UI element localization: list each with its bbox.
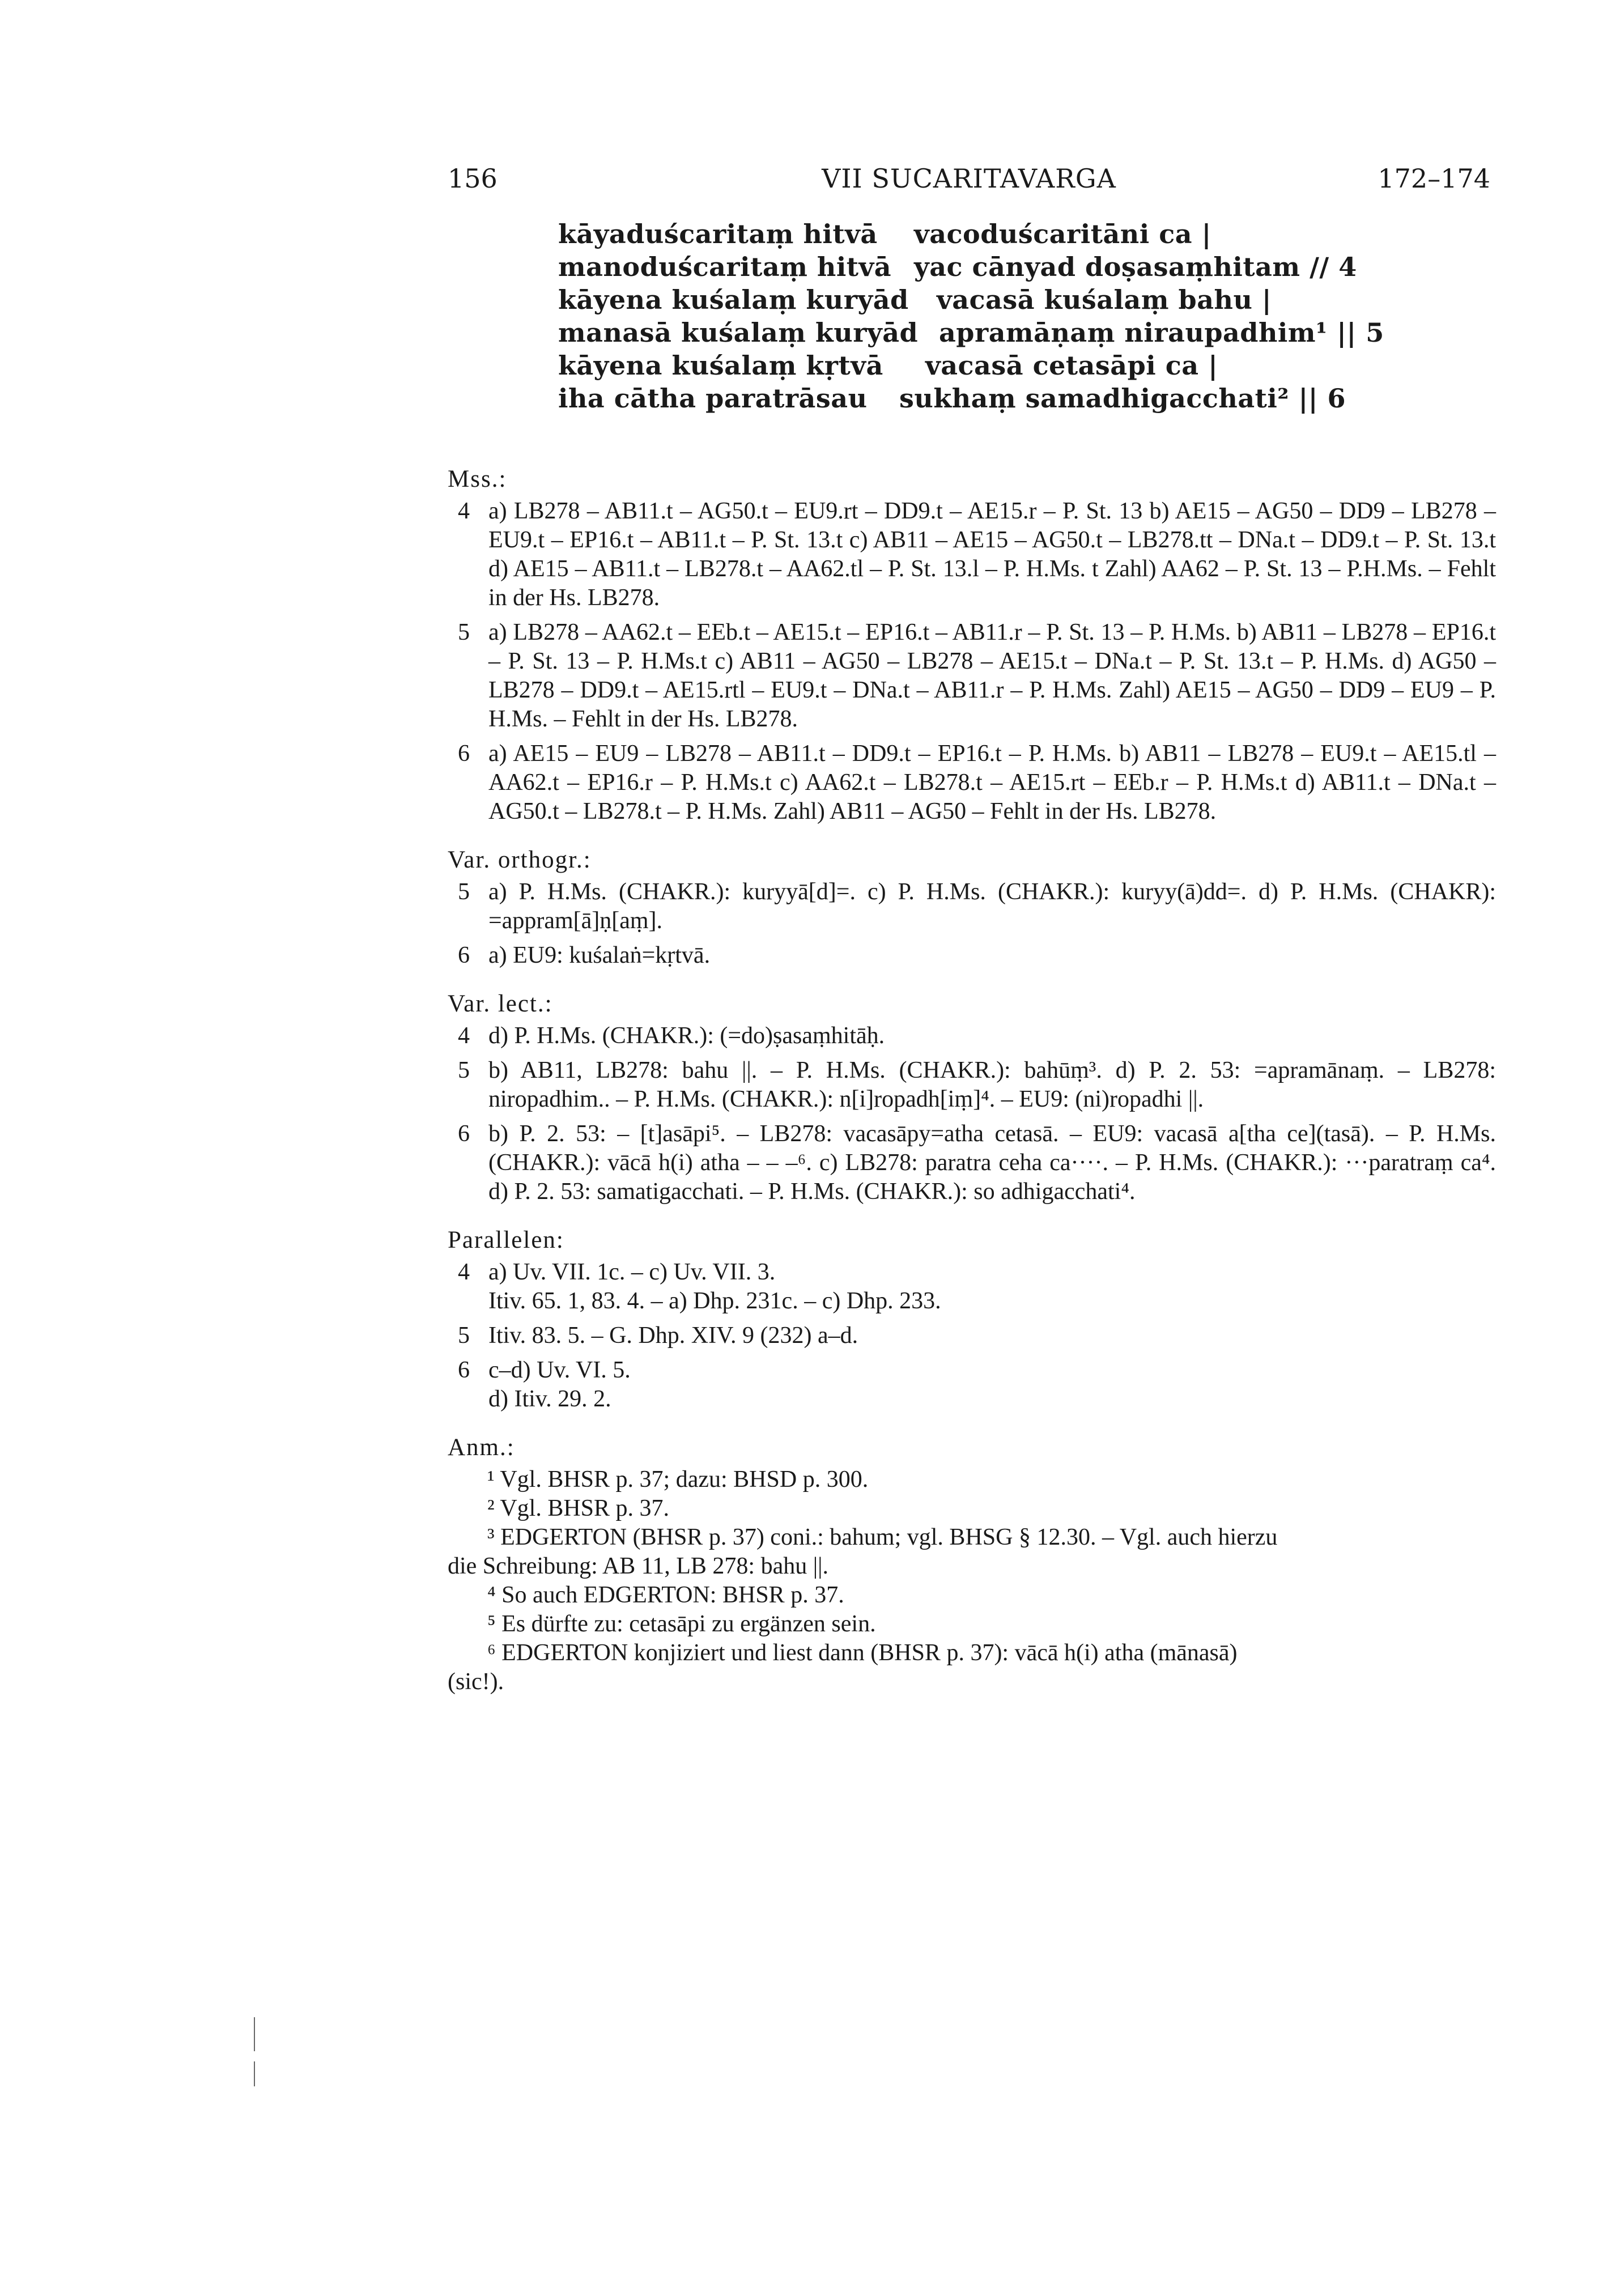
verse-line bbox=[558, 219, 1465, 252]
pada-b: apramāṇaṃ niraupadhim¹ || 5 bbox=[939, 317, 1384, 348]
parallel-line: Itiv. 65. 1, 83. 4. – a) Dhp. 231c. – c) Dhp. 233. bbox=[488, 1288, 941, 1314]
parallel-entry bbox=[448, 1258, 1496, 1316]
var-orthogr-entry bbox=[448, 878, 1496, 936]
pada-a: manasā kuśalaṃ kuryād bbox=[558, 317, 919, 348]
parallel-line: c–d) Uv. VI. 5. bbox=[488, 1357, 631, 1383]
var-lect-text: d) P. H.Ms. (CHAKR.): (=do)ṣasaṃhitāḥ. bbox=[488, 1023, 885, 1049]
var-lect-text: b) P. 2. 53: – [t]asāpi⁵. – LB278: vacasāpy=atha cetasā. – EU9: vacasā a[tha ce](tasā). – P. H.Ms. (CHAKR.): vācā h(i) atha – – –⁶. c) LB278: paratra ceha ca····. – P. H.Ms. (CHAKR.): ···paratraṃ ca⁴. d) P. 2. 53: samatigacchati. – P. H.Ms. (CHAKR.): so adhigacchati⁴. bbox=[488, 1121, 1496, 1205]
pada-b: yac cānyad doṣasaṃhitam // 4 bbox=[914, 252, 1357, 282]
section-heading-mss: Mss.: bbox=[448, 466, 507, 492]
pada-b: sukhaṃ samadhigacchati² || 6 bbox=[899, 383, 1346, 414]
pada-a: iha cātha paratrāsau bbox=[558, 383, 868, 414]
verse-line bbox=[558, 350, 1465, 383]
page-number: 156 bbox=[448, 163, 498, 194]
section-heading-parallelen: Parallelen: bbox=[448, 1227, 564, 1253]
verse-number: 4 bbox=[458, 1259, 470, 1285]
mss-entry bbox=[448, 618, 1496, 734]
pada-a: kāyena kuśalaṃ kuryād bbox=[558, 284, 909, 315]
var-orthogr-text: a) P. H.Ms. (CHAKR.): kuryyā[d]=. c) P. H.Ms. (CHAKR.): kuryy(ā)dd=. d) P. H.Ms. (CHAKR): =appram[ā]ṇ[aṃ]. bbox=[488, 879, 1496, 934]
footnote: ³ EDGERTON (BHSR p. 37) coni.: bahum; vgl. BHSG § 12.30. – Vgl. auch hierzu bbox=[487, 1524, 1278, 1550]
scan-mark bbox=[254, 2017, 255, 2051]
footnote: ¹ Vgl. BHSR p. 37; dazu: BHSD p. 300. bbox=[487, 1466, 869, 1493]
scan-margin-marks bbox=[254, 2017, 256, 2131]
footnote: ⁵ Es dürfte zu: cetasāpi zu ergänzen sein. bbox=[487, 1611, 876, 1637]
pada-a: kāyaduścaritaṃ hitvā bbox=[558, 219, 878, 249]
verse-number: 6 bbox=[458, 942, 470, 968]
parallel-entry bbox=[448, 1321, 1496, 1350]
section-heading-var-lect: Var. lect.: bbox=[448, 990, 553, 1017]
parallel-line: d) Itiv. 29. 2. bbox=[488, 1386, 611, 1412]
var-orthogr-entry bbox=[448, 941, 1496, 970]
var-lect-entry bbox=[448, 1056, 1496, 1114]
parallel-entry bbox=[448, 1356, 1496, 1414]
verse-number: 4 bbox=[458, 498, 470, 524]
var-lect-entry bbox=[448, 1120, 1496, 1206]
section-heading-var-orthogr: Var. orthogr.: bbox=[448, 847, 592, 873]
parallel-line: Itiv. 83. 5. – G. Dhp. XIV. 9 (232) a–d. bbox=[488, 1323, 858, 1349]
section-heading-anm: Anm.: bbox=[448, 1434, 515, 1461]
mss-entry bbox=[448, 497, 1496, 613]
running-header bbox=[448, 163, 1490, 203]
critical-apparatus bbox=[448, 465, 1496, 1697]
verse-number: 5 bbox=[458, 619, 470, 645]
mss-text: a) LB278 – AA62.t – EEb.t – AE15.t – EP16.t – AB11.r – P. St. 13 – P. H.Ms. b) AB11 – LB278 – EP16.t – P. St. 13 – P. H.Ms.t c) AB11 – AG50 – LB278 – AE15.t – DNa.t – P. St. 13.t – P. H.Ms. d) AG50 – LB278 – DD9.t – AE15.rtl – EU9.t – DNa.t – AB11.r – P. H.Ms. Zahl) AE15 – AG50 – DD9 – EU9 – P. H.Ms. – Fehlt in der Hs. LB278. bbox=[488, 619, 1496, 732]
verse-number: 5 bbox=[458, 1323, 470, 1349]
verse-number: 5 bbox=[458, 879, 470, 905]
scan-mark bbox=[254, 2061, 255, 2086]
var-lect-entry bbox=[448, 1022, 1496, 1051]
parallel-line: a) Uv. VII. 1c. – c) Uv. VII. 3. bbox=[488, 1259, 776, 1285]
verse-line bbox=[558, 284, 1465, 317]
verse-range: 172–174 bbox=[1378, 163, 1490, 194]
pada-a: kāyena kuśalaṃ kṛtvā bbox=[558, 350, 883, 381]
var-lect-text: b) AB11, LB278: bahu ||. – P. H.Ms. (CHAKR.): bahūṃ³. d) P. 2. 53: =apramānaṃ. – LB278: niropadhim.. – P. H.Ms. (CHAKR.): n[i]ropadh[iṃ]⁴. – EU9: (ni)ropadhi ||. bbox=[488, 1057, 1496, 1112]
mss-entry bbox=[448, 739, 1496, 826]
pada-b: vacasā kuśalaṃ bahu | bbox=[937, 284, 1272, 315]
notes-block bbox=[448, 1465, 1496, 1697]
verse-number: 6 bbox=[458, 1121, 470, 1147]
footnote: ² Vgl. BHSR p. 37. bbox=[487, 1495, 670, 1521]
verse-line bbox=[558, 383, 1465, 416]
footnote: ⁶ EDGERTON konjiziert und liest dann (BHSR p. 37): vācā h(i) atha (mānasā) bbox=[487, 1640, 1238, 1666]
footnote-continuation: die Schreibung: AB 11, LB 278: bahu ||. bbox=[448, 1553, 829, 1579]
footnote-continuation: (sic!). bbox=[448, 1669, 504, 1695]
verse-line bbox=[558, 252, 1465, 284]
mss-text: a) AE15 – EU9 – LB278 – AB11.t – DD9.t – EP16.t – P. H.Ms. b) AB11 – LB278 – EU9.t – AE15.tl – AA62.t – EP16.r – P. H.Ms.t c) AA62.t – LB278.t – AE15.rt – EEb.r – P. H.Ms.t d) AB11.t – DNa.t – AG50.t – LB278.t – P. H.Ms. Zahl) AB11 – AG50 – Fehlt in der Hs. LB278. bbox=[488, 741, 1496, 824]
var-orthogr-text: a) EU9: kuśalaṅ=kṛtvā. bbox=[488, 942, 711, 968]
verse-number: 6 bbox=[458, 741, 470, 767]
verse-number: 4 bbox=[458, 1023, 470, 1049]
pada-b: vacasā cetasāpi ca | bbox=[925, 350, 1218, 381]
chapter-title: VII SUCARITAVARGA bbox=[822, 163, 1116, 194]
verse-number: 6 bbox=[458, 1357, 470, 1383]
pada-a: manoduścaritaṃ hitvā bbox=[558, 252, 892, 282]
verse-block bbox=[558, 219, 1465, 416]
verse-line bbox=[558, 317, 1465, 350]
footnote: ⁴ So auch EDGERTON: BHSR p. 37. bbox=[487, 1582, 844, 1608]
mss-text: a) LB278 – AB11.t – AG50.t – EU9.rt – DD9.t – AE15.r – P. St. 13 b) AE15 – AG50 – DD9 – LB278 – EU9.t – EP16.t – AB11.t – P. St. 13.t c) AB11 – AE15 – AG50.t – LB278.tt – DNa.t – DD9.t – P. St. 13.t d) AE15 – AB11.t – LB278.t – AA62.tl – P. St. 13.l – P. H.Ms. t Zahl) AA62 – P. St. 13 – P.H.Ms. – Fehlt in der Hs. LB278. bbox=[488, 498, 1496, 611]
pada-b: vacoduścaritāni ca | bbox=[914, 219, 1211, 249]
verse-number: 5 bbox=[458, 1057, 470, 1083]
